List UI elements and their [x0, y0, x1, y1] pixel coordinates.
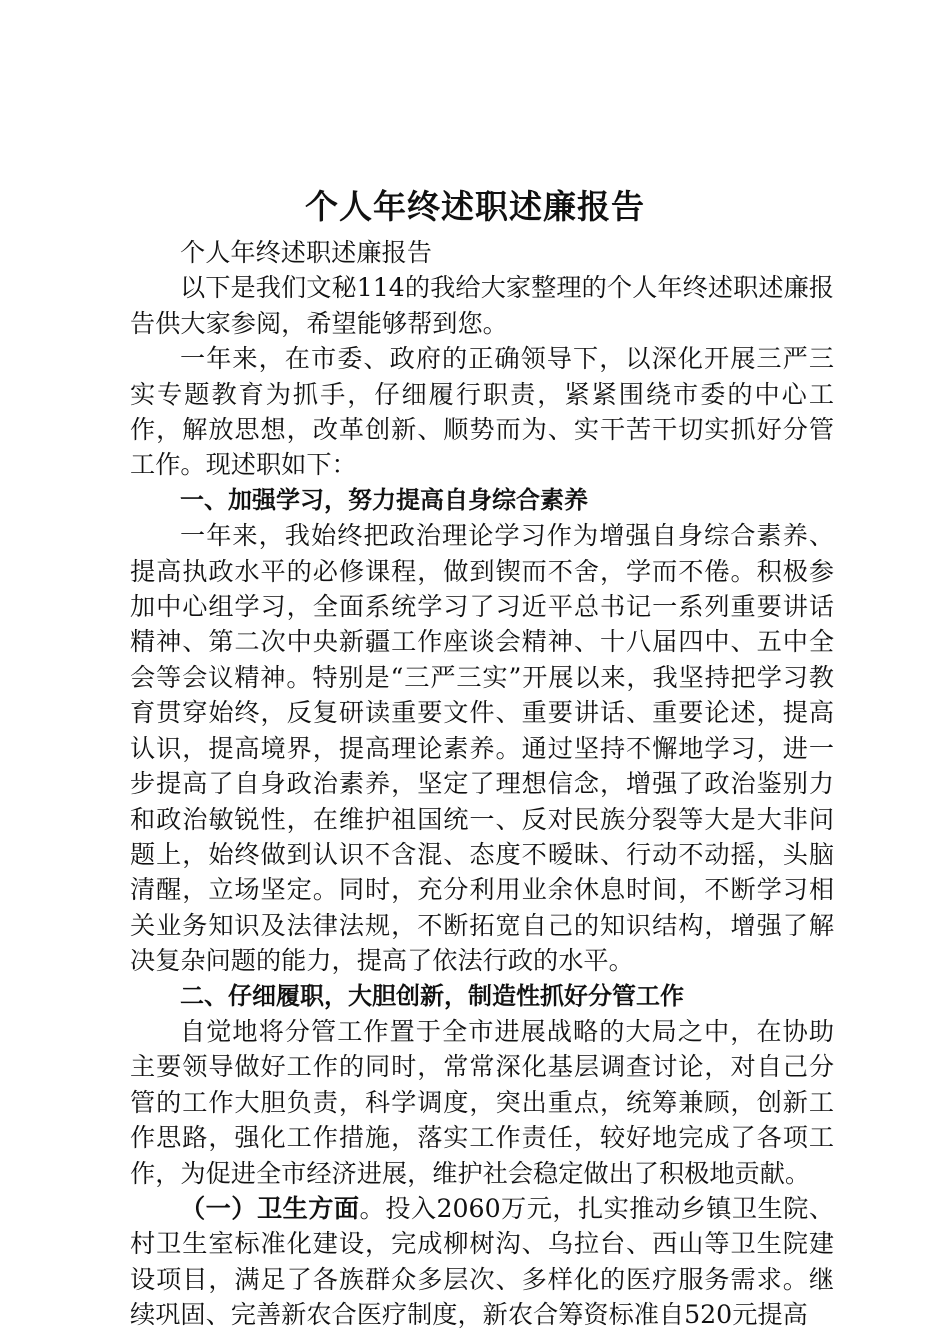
section-2-text: 自觉地将分管工作置于全市进展战略的大局之中，在协助主要领导做好工作的同时，常常深化基层调查讨论，对自己分管的工作大胆负责，科学调度，突出重点，统筹兼顾，创新工作思路，强化工作措施，落实工作责任，较好地完成了各项工作，为促进全市经济进展，维护社会稳定做出了积极地贡献。 — [130, 1016, 834, 1188]
subsection-health-lead: （一）卫生方面 — [180, 1193, 360, 1223]
paragraph-intro: 以下是我们文秘114的我给大家整理的个人年终述职述廉报告供大家参阅，希望能够帮到您。 — [130, 273, 834, 338]
subsection-health-text: 。投入2060万元，扎实推动乡镇卫生院、村卫生室标准化建设，完成柳树沟、乌拉台、西山等卫生院建设项目，满足了各族群众多层次、多样化的医疗服务需求。继续巩固、完善新农合医疗制度，新农合筹资标准自520元提高 — [130, 1193, 835, 1330]
paragraph-summary: 一年来，在市委、政府的正确领导下，以深化开展三严三实专题教育为抓手，仔细履行职责，紧紧围绕市委的中心工作，解放思想，改革创新、顺势而为、实干苦干切实抓好分管工作。现述职如下： — [130, 344, 834, 480]
document-body — [130, 235, 834, 1333]
section-heading-1: 一、加强学习，努力提高自身综合素养 — [180, 485, 588, 514]
document-title: 个人年终述职述廉报告 — [305, 187, 645, 226]
section-heading-2: 二、仔细履职，大胆创新，制造性抓好分管工作 — [180, 981, 684, 1010]
section-1-text: 一年来，我始终把政治理论学习作为增强自身综合素养、提高执政水平的必修课程，做到锲而不舍，学而不倦。积极参加中心组学习，全面系统学习了习近平总书记一系列重要讲话精神、第二次中央新疆工作座谈会精神、十八届四中、五中全会等会议精神。特别是“三严三实”开展以来，我坚持把学习教育贯穿始终，反复研读重要文件、重要讲话、重要论述，提高认识，提高境界，提高理论素养。通过坚持不懈地学习，进一步提高了自身政治素养，坚定了理想信念，增强了政治鉴别力和政治敏锐性，在维护祖国统一、反对民族分裂等大是大非问题上，始终做到认识不含混、态度不暧昧、行动不动摇，头脑清醒，立场坚定。同时，充分利用业余休息时间，不断学习相关业务知识及法律法规，不断拓宽自己的知识结构，增强了解决复杂问题的能力，提高了依法行政的水平。 — [130, 521, 834, 976]
paragraph-subtitle: 个人年终述职述廉报告 — [180, 238, 432, 267]
subsection-health — [130, 1191, 834, 1333]
